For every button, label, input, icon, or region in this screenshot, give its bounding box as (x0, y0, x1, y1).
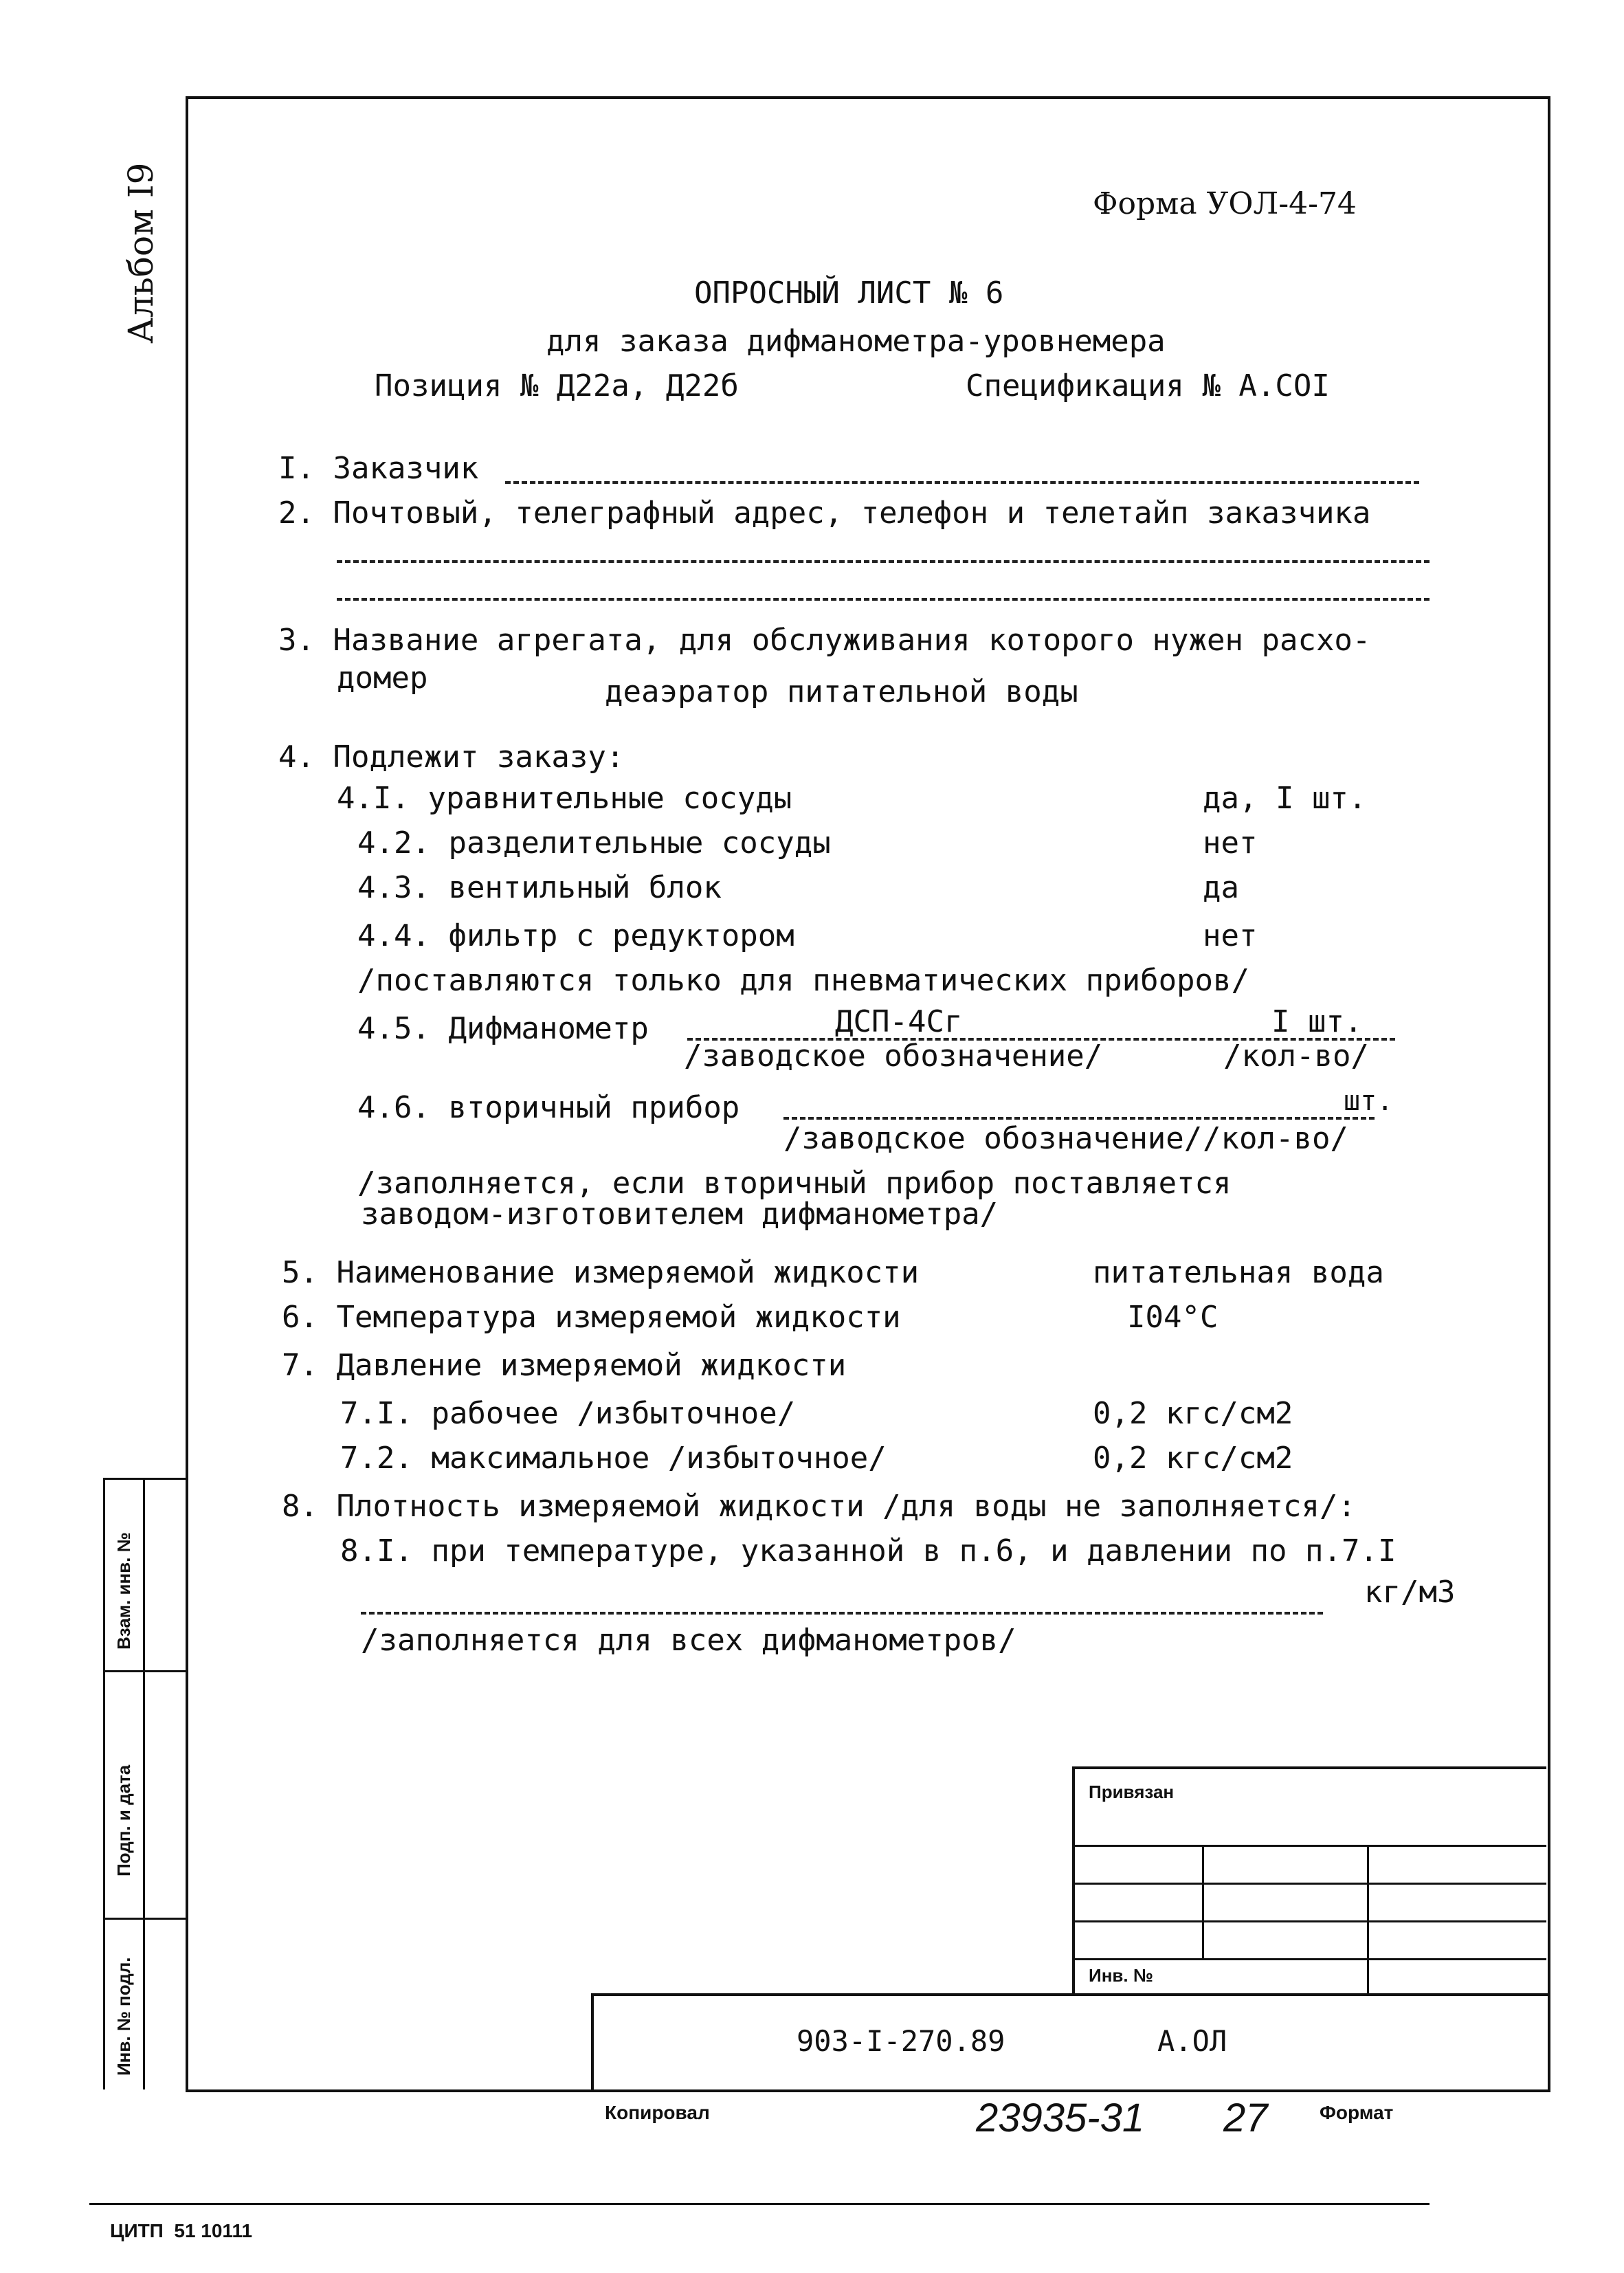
item-4-5-qty-caption: /кол-во/ (1223, 1039, 1369, 1074)
inv-sub-label: Инв. № подл. (113, 1957, 134, 2076)
page-title: ОПРОСНЫЙ ЛИСТ № 6 (694, 276, 1004, 311)
form-code: Форма УОЛ-4-74 (1093, 186, 1357, 221)
item-4-4-note: /поставляются только для пневматических приборов/ (357, 963, 1250, 998)
copied-label: Копировал (605, 2102, 710, 2123)
item-3-cont: домер (337, 661, 428, 696)
item-4-5-qty: I шт. (1271, 1004, 1363, 1039)
item-8-1-unit: кг/м3 (1364, 1575, 1456, 1610)
fill-line-4-6 (783, 1117, 1375, 1120)
item-4-4: 4.4. фильтр с редуктором (357, 918, 794, 953)
fill-line-2a (337, 560, 1430, 563)
item-7-2-value: 0,2 кгс/см2 (1093, 1441, 1293, 1476)
item-8-1: 8.I. при температуре, указанной в п.6, и давлении по п.7.I (340, 1533, 1397, 1568)
item-4-2: 4.2. разделительные сосуды (357, 825, 831, 861)
item-8: 8. Плотность измеряемой жидкости /для воды не заполняется/: (282, 1489, 1356, 1524)
page-number: 27 (1223, 2096, 1268, 2140)
item-1: I. Заказчик (278, 451, 479, 486)
printer-mark: ЦИТП 51 10111 (110, 2220, 253, 2241)
item-4-3: 4.3. вентильный блок (357, 870, 722, 905)
item-4-6-qty-caption: /кол-во/ (1203, 1121, 1348, 1156)
item-7-1: 7.I. рабочее /избыточное/ (340, 1396, 796, 1431)
title-block (591, 1993, 1548, 2092)
item-4-3-value: да (1203, 870, 1239, 905)
album-label: Альбом I9 (121, 162, 161, 344)
item-4-2-value: нет (1203, 825, 1258, 861)
item-4-6-unit: шт. (1344, 1085, 1394, 1117)
item-4-1: 4.I. уравнительные сосуды (337, 781, 792, 816)
item-2: 2. Почтовый, телеграфный адрес, телефон и телетайп заказчика (278, 496, 1371, 531)
binding-stamp (1072, 1766, 1546, 1996)
side-strip (103, 1478, 188, 2089)
fill-line-8-1 (361, 1612, 1323, 1615)
item-6-value: I04°C (1127, 1300, 1219, 1335)
item-8-1-note: /заполняется для всех дифманометров/ (361, 1623, 1016, 1658)
item-3: 3. Название агрегата, для обслуживания которого нужен расхо- (278, 623, 1371, 658)
position-line: Позиция № Д22а, Д22б (375, 368, 739, 403)
item-4-5-value: ДСП-4Сг (835, 1004, 963, 1039)
item-4-5: 4.5. Дифманометр (357, 1011, 649, 1046)
bound-label: Привязан (1089, 1782, 1175, 1802)
footer-rule (89, 2203, 1430, 2205)
fill-line-1 (505, 481, 1419, 484)
item-7-1-value: 0,2 кгс/см2 (1093, 1396, 1293, 1431)
item-4-1-value: да, I шт. (1203, 781, 1367, 816)
item-4-6-note-2: заводом-изготовителем дифманометра/ (361, 1197, 999, 1232)
sign-date-label: Подп. и дата (113, 1764, 134, 1876)
item-7-2: 7.2. максимальное /избыточное/ (340, 1441, 887, 1476)
item-4-4-value: нет (1203, 918, 1258, 953)
sheet-code: А.ОЛ (1157, 2024, 1227, 2058)
archive-number: 23935-31 (976, 2096, 1145, 2140)
item-7: 7. Давление измеряемой жидкости (282, 1348, 847, 1383)
item-4-6-note-1: /заполняется, если вторичный прибор поставляется (357, 1166, 1232, 1201)
item-4: 4. Подлежит заказу: (278, 740, 625, 775)
page-subtitle: для заказа дифманометра-уровнемера (546, 324, 1166, 359)
item-3-value: деаэратор питательной воды (605, 674, 1078, 709)
item-6: 6. Температура измеряемой жидкости (282, 1300, 901, 1335)
item-4-6: 4.6. вторичный прибор (357, 1090, 740, 1125)
item-4-6-caption: /заводское обозначение/ (783, 1121, 1203, 1156)
format-label: Формат (1320, 2102, 1394, 2123)
item-4-5-caption: /заводское обозначение/ (684, 1039, 1103, 1074)
item-5: 5. Наименование измеряемой жидкости (282, 1255, 920, 1290)
fill-line-2b (337, 598, 1430, 601)
doc-code: 903-I-270.89 (797, 2024, 1005, 2058)
item-5-value: питательная вода (1093, 1255, 1384, 1290)
specification-line: Спецификация № А.СОI (966, 368, 1330, 403)
replace-inv-label: Взам. инв. № (113, 1532, 134, 1650)
inv-label: Инв. № (1089, 1965, 1153, 1986)
